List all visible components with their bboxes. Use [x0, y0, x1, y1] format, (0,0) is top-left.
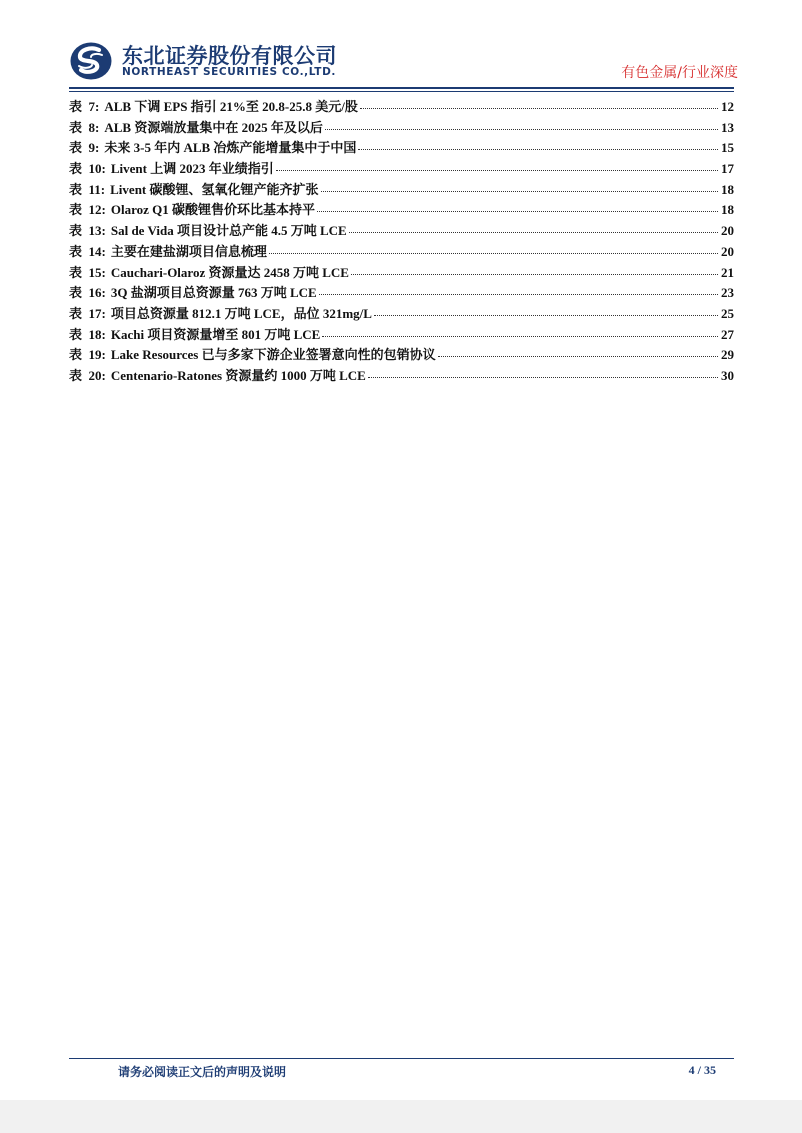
toc-leader-dots [360, 107, 718, 109]
toc-leader-dots [349, 231, 718, 233]
table-of-contents [69, 97, 734, 387]
toc-leader-dots [368, 376, 718, 378]
toc-leader-dots [325, 128, 718, 130]
toc-leader-dots [319, 293, 718, 295]
header-divider [69, 87, 734, 89]
toc-leader-dots [269, 252, 718, 254]
toc-entry[interactable] [69, 304, 734, 325]
toc-entry-page: 29 [721, 347, 734, 363]
toc-entry[interactable] [69, 283, 734, 304]
toc-entry-page: 30 [721, 367, 734, 383]
toc-entry-label: 表 14: 主要在建盐湖项目信息梳理 [69, 243, 267, 259]
toc-entry-page: 18 [721, 181, 734, 197]
toc-entry-title: Olaroz Q1 碳酸锂售价环比基本持平 [110, 202, 316, 218]
company-name-en: NORTHEAST SECURITIES CO.,LTD. [122, 66, 336, 78]
toc-entry-label: 表 7: ALB 下调 EPS 指引 21%至 20.8-25.8 美元/股 [69, 99, 358, 114]
toc-entry-label: 表 10: Livent 上调 2023 年业绩指引 [69, 161, 274, 177]
toc-entry-title: 未来 3-5 年内 ALB 冶炼产能增量集中于中国 [104, 140, 357, 156]
toc-entry-title: 3Q 盐湖项目总资源量 763 万吨 LCE [110, 285, 317, 301]
toc-entry-label: 表 18: Kachi 项目资源量增至 801 万吨 LCE [69, 326, 321, 342]
toc-entry-label: 表 20: Centenario-Ratones 资源量约 1000 万吨 LCE [69, 367, 366, 383]
toc-entry-page: 18 [721, 202, 734, 218]
toc-leader-dots [317, 210, 718, 212]
toc-entry[interactable] [69, 221, 734, 242]
toc-leader-dots [351, 273, 718, 275]
toc-entry-label: 表 19: Lake Resources 已与多家下游企业签署意向性的包销协议 [69, 347, 436, 363]
toc-entry-page: 12 [721, 99, 734, 114]
toc-entry-title: ALB 下调 EPS 指引 21%至 20.8-25.8 美元/股 [104, 99, 358, 114]
toc-entry-title: 项目总资源量 812.1 万吨 LCE，品位 321mg/L [110, 305, 372, 321]
toc-entry-label: 表 11: Livent 碳酸锂、氢氧化锂产能齐扩张 [69, 181, 319, 197]
toc-entry-page: 27 [721, 326, 734, 342]
toc-entry-page: 15 [721, 140, 734, 156]
toc-entry[interactable] [69, 159, 734, 180]
toc-entry-page: 17 [721, 161, 734, 177]
toc-entry-title: Livent 上调 2023 年业绩指引 [110, 161, 274, 177]
toc-leader-dots [276, 169, 718, 171]
toc-entry-page: 23 [721, 285, 734, 301]
toc-entry[interactable] [69, 138, 734, 159]
toc-leader-dots [438, 355, 718, 357]
toc-entry[interactable] [69, 180, 734, 201]
toc-entry[interactable] [69, 242, 734, 263]
toc-entry-page: 13 [721, 119, 734, 135]
toc-entry-label: 表 12: Olaroz Q1 碳酸锂售价环比基本持平 [69, 202, 316, 218]
toc-entry-label: 表 16: 3Q 盐湖项目总资源量 763 万吨 LCE [69, 285, 317, 301]
toc-leader-dots [358, 148, 718, 150]
toc-entry-label: 表 17: 项目总资源量 812.1 万吨 LCE，品位 321mg/L [69, 305, 372, 321]
page-number: 4 / 35 [688, 1063, 716, 1077]
disclaimer-note: 请务必阅读正文后的声明及说明 [118, 1065, 287, 1079]
toc-entry[interactable] [69, 263, 734, 284]
toc-entry-page: 21 [721, 264, 734, 280]
footer-divider [69, 1058, 734, 1059]
viewer-bottom-margin [0, 1100, 802, 1133]
toc-entry[interactable] [69, 97, 734, 118]
company-logo-icon [69, 41, 113, 81]
toc-entry-label: 表 8: ALB 资源端放量集中在 2025 年及以后 [69, 119, 323, 135]
toc-entry-label: 表 9: 未来 3-5 年内 ALB 冶炼产能增量集中于中国 [69, 140, 357, 156]
toc-entry-title: Kachi 项目资源量增至 801 万吨 LCE [110, 326, 321, 342]
toc-entry-page: 20 [721, 223, 734, 239]
toc-entry-title: ALB 资源端放量集中在 2025 年及以后 [104, 119, 323, 135]
toc-entry-page: 20 [721, 243, 734, 259]
toc-entry[interactable] [69, 366, 734, 387]
toc-entry[interactable] [69, 325, 734, 346]
toc-entry-page: 25 [721, 305, 734, 321]
toc-entry-title: 主要在建盐湖项目信息梳理 [110, 243, 267, 259]
company-name-cn: 东北证券股份有限公司 [122, 44, 337, 68]
toc-leader-dots [374, 314, 718, 316]
toc-entry-title: Centenario-Ratones 资源量约 1000 万吨 LCE [110, 367, 366, 383]
toc-entry-label: 表 15: Cauchari-Olaroz 资源量达 2458 万吨 LCE [69, 264, 349, 280]
toc-leader-dots [322, 335, 718, 337]
report-category: 有色金属/行业深度 [621, 65, 738, 81]
toc-entry-title: Cauchari-Olaroz 资源量达 2458 万吨 LCE [110, 264, 349, 280]
toc-entry-title: Livent 碳酸锂、氢氧化锂产能齐扩张 [110, 181, 319, 197]
toc-leader-dots [321, 190, 718, 192]
toc-entry-label: 表 13: Sal de Vida 项目设计总产能 4.5 万吨 LCE [69, 223, 347, 239]
toc-entry[interactable] [69, 118, 734, 139]
toc-entry-title: Sal de Vida 项目设计总产能 4.5 万吨 LCE [110, 223, 347, 239]
toc-entry[interactable] [69, 200, 734, 221]
header-divider-thin [69, 91, 734, 92]
toc-entry-title: Lake Resources 已与多家下游企业签署意向性的包销协议 [110, 347, 436, 363]
toc-entry[interactable] [69, 345, 734, 366]
